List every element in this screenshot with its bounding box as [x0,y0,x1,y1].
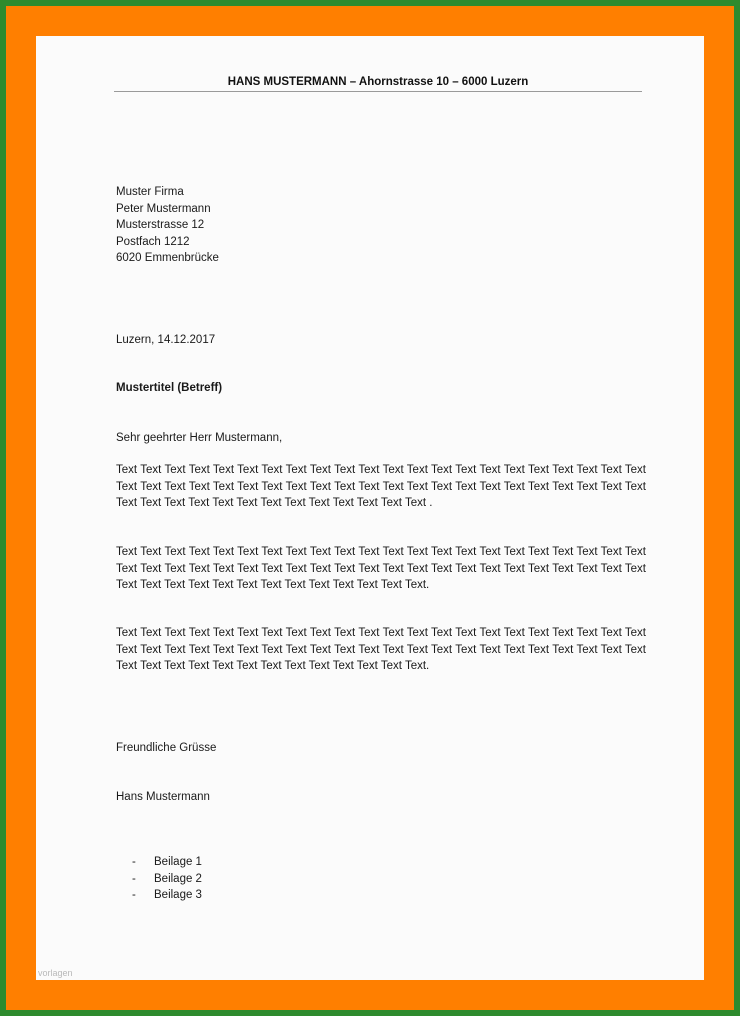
letter-subject: Mustertitel (Betreff) [116,382,223,394]
letter-page [36,36,704,980]
recipient-street: Musterstrasse 12 [116,219,205,231]
letterhead: HANS MUSTERMANN – Ahornstrasse 10 – 6000 Luzern [114,76,642,92]
enclosure-item: - Beilage 3 [132,887,202,904]
recipient-address [116,184,219,267]
closing: Freundliche Grüsse [116,742,217,754]
enclosure-item: - Beilage 2 [132,871,202,888]
enclosure-item: - Beilage 1 [132,854,202,871]
recipient-company: Muster Firma [116,186,184,198]
signature-name: Hans Mustermann [116,791,210,803]
enclosure-list [132,854,202,904]
body-paragraph: Text Text Text Text Text Text Text Text Text Text Text Text Text Text Text Text Text Text Text Text Text Text Text Text Text Text Text Text Text Text Text Text Text Text Text Text Text Text Text Text Text Text Text Text Text Text Text Text Text Text Text Text Text Text Text Text Text . [116,464,646,509]
salutation: Sehr geehrter Herr Mustermann, [116,432,283,444]
letter-date: Luzern, 14.12.2017 [116,334,216,346]
body-paragraph: Text Text Text Text Text Text Text Text Text Text Text Text Text Text Text Text Text Text Text Text Text Text Text Text Text Text Text Text Text Text Text Text Text Text Text Text Text Text Text Text Text Text Text Text Text Text Text Text Text Text Text Text Text Text Text Text Text. [116,546,646,591]
watermark: vorlagen [38,968,73,978]
recipient-name: Peter Mustermann [116,202,211,215]
recipient-city: 6020 Emmenbrücke [116,252,219,264]
body-paragraph: Text Text Text Text Text Text Text Text Text Text Text Text Text Text Text Text Text Text Text Text Text Text Text Text Text Text Text Text Text Text Text Text Text Text Text Text Text Text Text Text Text Text Text Text Text Text Text Text Text Text Text Text Text Text Text Text Text. [116,627,646,672]
recipient-po-box: Postfach 1212 [116,235,190,248]
